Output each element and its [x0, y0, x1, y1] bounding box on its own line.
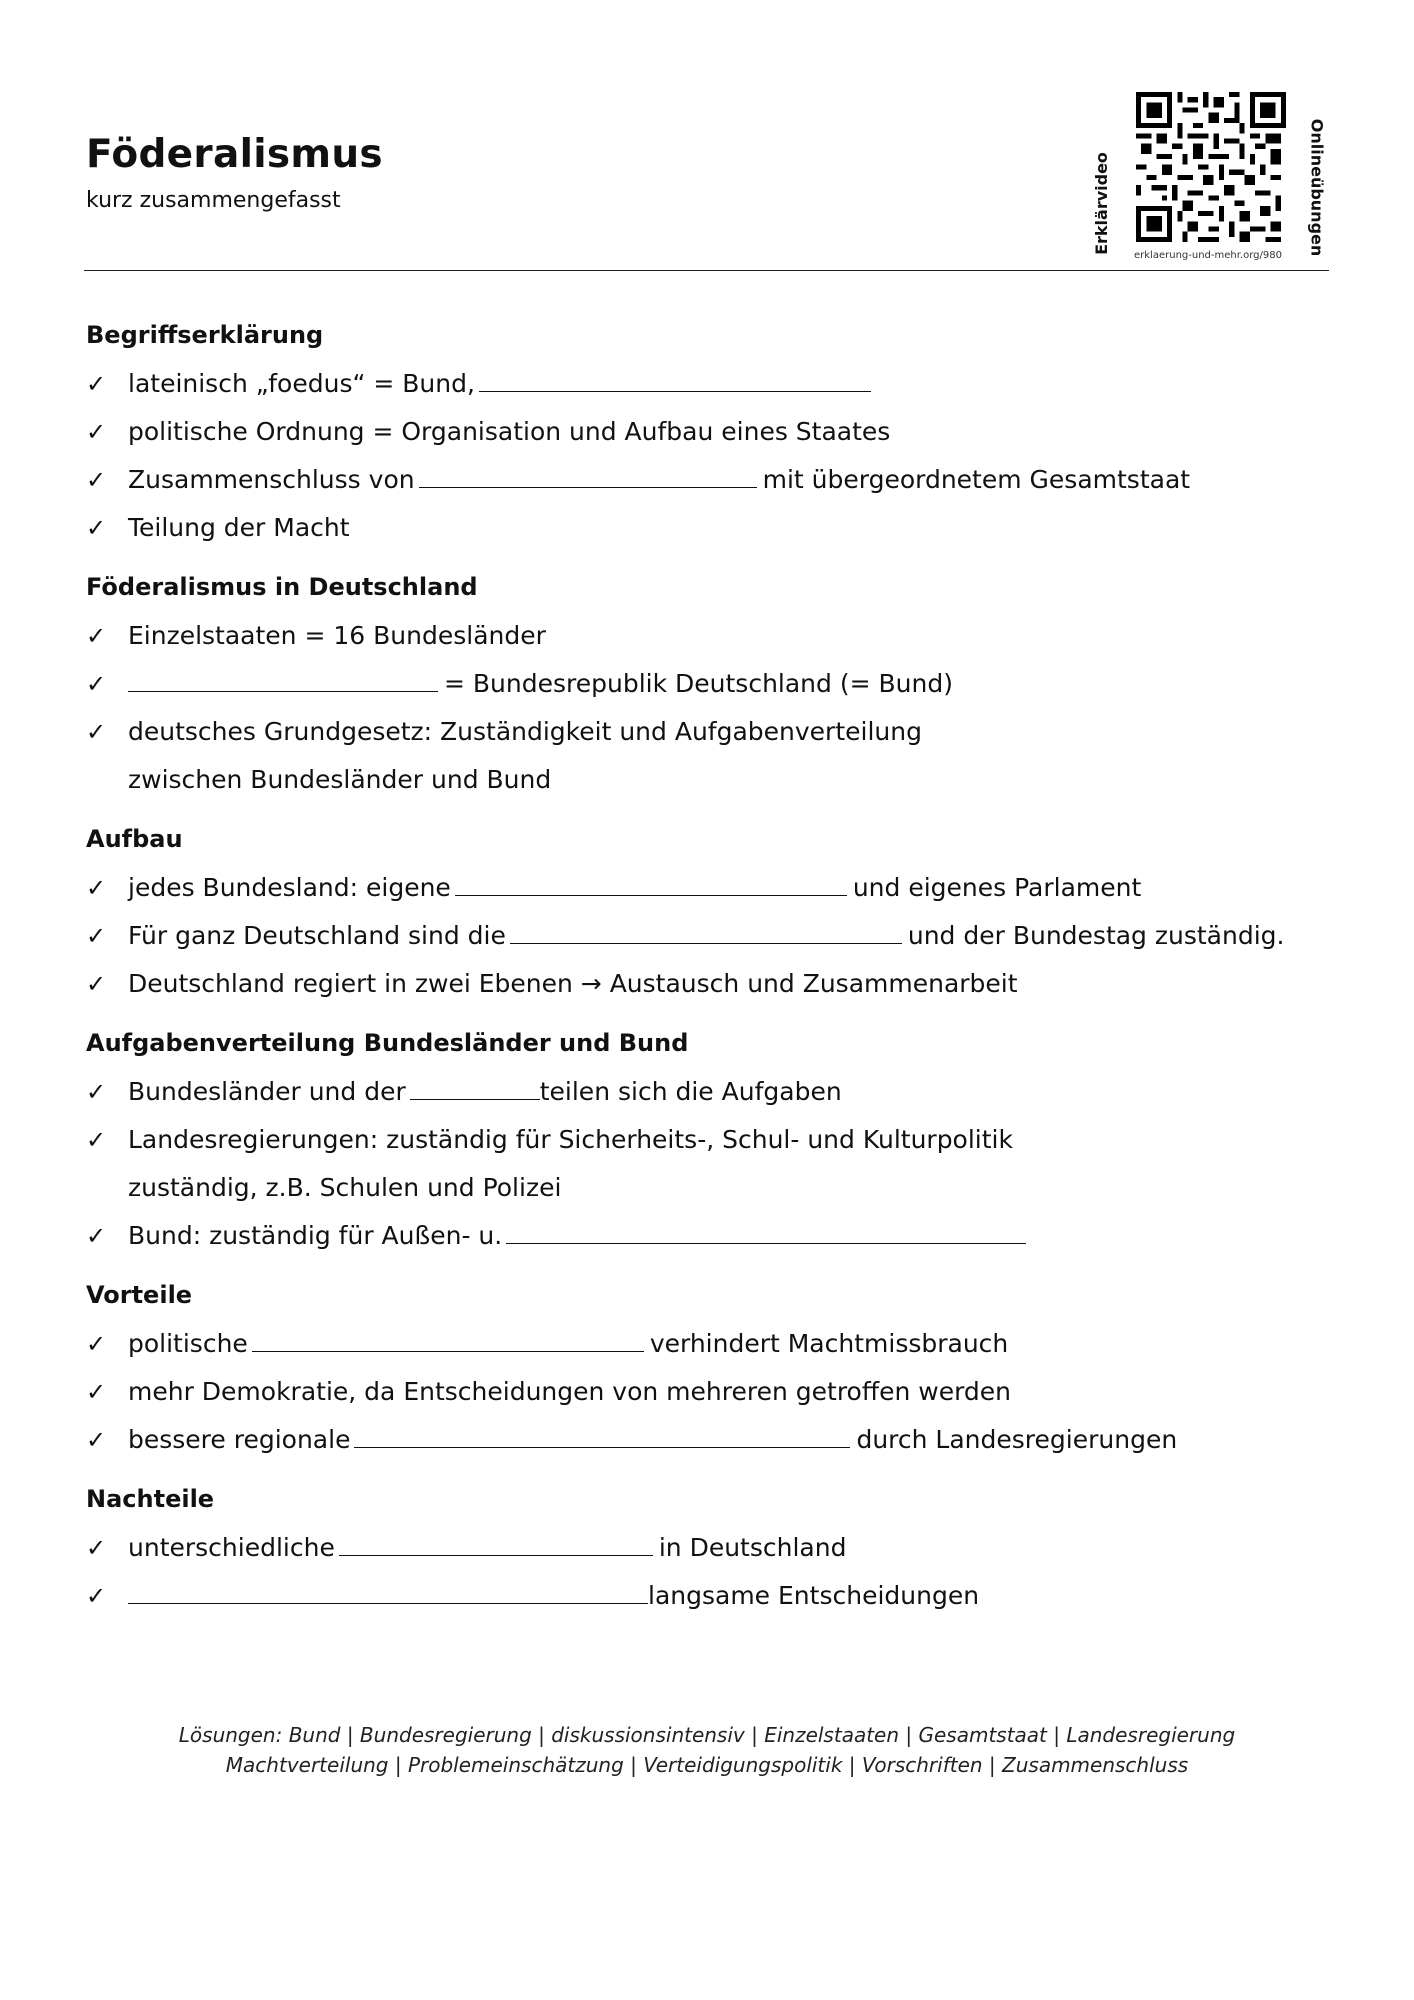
label-explainer-video: Erklärvideo	[1091, 152, 1111, 255]
list-item: ✓ Landesregierungen: zuständig für Sicherheits-, Schul- und Kulturpolitik	[86, 1116, 1336, 1164]
section-begriffserklaerung	[86, 320, 1336, 552]
list-item: ✓ mehr Demokratie, da Entscheidungen von mehreren getroffen werden	[86, 1368, 1336, 1416]
section-heading: Aufgabenverteilung Bundesländer und Bund	[86, 1029, 689, 1057]
section-nachteile	[86, 1484, 1336, 1620]
checkmark-icon: ✓	[86, 874, 107, 902]
section-vorteile	[86, 1280, 1336, 1464]
list-item: ✓ deutsches Grundgesetz: Zuständigkeit und Aufgabenverteilung	[86, 708, 1336, 756]
blank-field[interactable]	[506, 1217, 1026, 1244]
qr-url: erklaerung-und-mehr.org/980	[1134, 250, 1282, 261]
section-heading: Begriffserklärung	[86, 321, 324, 349]
blank-field[interactable]	[339, 1529, 653, 1556]
checkmark-icon: ✓	[86, 514, 107, 542]
section-foederalismus-in-deutschland	[86, 572, 1336, 804]
list-item: ✓ lateinisch „foedus“ = Bund,	[86, 360, 1336, 408]
blank-field[interactable]	[128, 665, 438, 692]
header-divider	[84, 270, 1329, 271]
solutions-line-1: Lösungen: Bund | Bundesregierung | diskussionsintensiv | Einzelstaaten | Gesamtstaat | Landesregierung	[178, 1723, 1236, 1747]
list-item: ✓ jedes Bundesland: eigene und eigenes Parlament	[86, 864, 1336, 912]
list-item: ✓ Bundesländer und der teilen sich die Aufgaben	[86, 1068, 1336, 1116]
section-aufbau	[86, 824, 1336, 1008]
checkmark-icon: ✓	[86, 1426, 107, 1454]
blank-field[interactable]	[479, 365, 871, 392]
list-item: ✓ = Bundesrepublik Deutschland (= Bund)	[86, 660, 1336, 708]
list-item: ✓ langsame Entscheidungen	[86, 1572, 1336, 1620]
section-aufgabenverteilung	[86, 1028, 1336, 1260]
section-heading: Vorteile	[86, 1281, 193, 1309]
checkmark-icon: ✓	[86, 922, 107, 950]
qr-block	[1090, 90, 1330, 270]
checkmark-icon: ✓	[86, 1078, 107, 1106]
list-item: ✓ Bund: zuständig für Außen- u.	[86, 1212, 1336, 1260]
blank-field[interactable]	[252, 1325, 644, 1352]
checkmark-icon: ✓	[86, 1534, 107, 1562]
solutions-footer	[0, 1720, 1414, 1780]
checkmark-icon: ✓	[86, 718, 107, 746]
checkmark-icon: ✓	[86, 1378, 107, 1406]
label-online-exercises: Onlineübungen	[1307, 118, 1327, 257]
solutions-line-2: Machtverteilung | Problemeinschätzung | Verteidigungspolitik | Vorschriften | Zusammenschluss	[225, 1753, 1189, 1777]
list-item-continuation: zuständig, z.B. Schulen und Polizei	[128, 1173, 562, 1202]
checkmark-icon: ✓	[86, 1126, 107, 1154]
checkmark-icon: ✓	[86, 1582, 107, 1610]
list-item: ✓ Teilung der Macht	[86, 504, 1336, 552]
page-subtitle: kurz zusammengefasst	[86, 188, 341, 213]
blank-field[interactable]	[455, 869, 847, 896]
checkmark-icon: ✓	[86, 670, 107, 698]
checkmark-icon: ✓	[86, 466, 107, 494]
worksheet-content	[86, 320, 1336, 1640]
blank-field[interactable]	[128, 1577, 648, 1604]
checkmark-icon: ✓	[86, 418, 107, 446]
section-heading: Aufbau	[86, 825, 183, 853]
checkmark-icon: ✓	[86, 622, 107, 650]
section-heading: Föderalismus in Deutschland	[86, 573, 478, 601]
checkmark-icon: ✓	[86, 1222, 107, 1250]
checkmark-icon: ✓	[86, 970, 107, 998]
list-item: ✓ unterschiedliche in Deutschland	[86, 1524, 1336, 1572]
blank-field[interactable]	[510, 917, 902, 944]
list-item: ✓ politische verhindert Machtmissbrauch	[86, 1320, 1336, 1368]
list-item: ✓ Für ganz Deutschland sind die und der Bundestag zuständig.	[86, 912, 1336, 960]
list-item: ✓ Einzelstaaten = 16 Bundesländer	[86, 612, 1336, 660]
blank-field[interactable]	[419, 461, 757, 488]
list-item-continuation: zwischen Bundesländer und Bund	[128, 765, 552, 794]
checkmark-icon: ✓	[86, 370, 107, 398]
qr-code-icon[interactable]	[1136, 92, 1286, 242]
blank-field[interactable]	[410, 1073, 540, 1100]
page-title: Föderalismus	[86, 132, 383, 177]
list-item: ✓ politische Ordnung = Organisation und Aufbau eines Staates	[86, 408, 1336, 456]
list-item: ✓ Deutschland regiert in zwei Ebenen → Austausch und Zusammenarbeit	[86, 960, 1336, 1008]
blank-field[interactable]	[354, 1421, 850, 1448]
list-item: ✓ Zusammenschluss von mit übergeordnetem Gesamtstaat	[86, 456, 1336, 504]
section-heading: Nachteile	[86, 1485, 215, 1513]
checkmark-icon: ✓	[86, 1330, 107, 1358]
list-item: ✓ bessere regionale durch Landesregierungen	[86, 1416, 1336, 1464]
